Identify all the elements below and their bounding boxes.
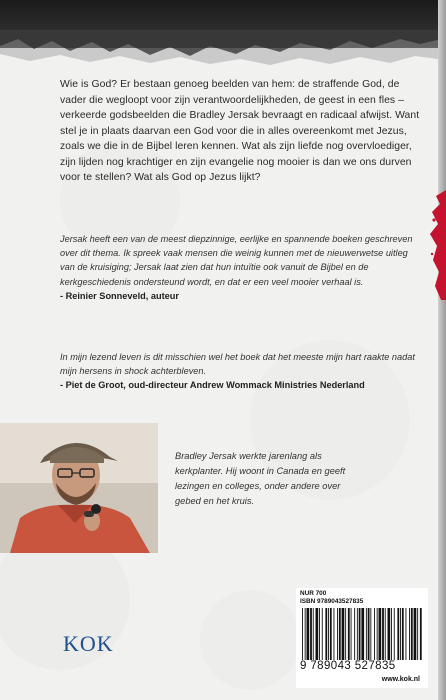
- nur-code: NUR 700: [300, 590, 327, 597]
- review-quote-2: [60, 350, 420, 393]
- publisher-logo: KOK: [63, 631, 114, 656]
- review-quote-text: In mijn lezend leven is dit misschien wel het boek dat het meeste mijn hart raakte nadat mijn hersens in shock achterbleven.: [60, 352, 415, 377]
- blurb-text: Wie is God? Er bestaan genoeg beelden van hem: de straffende God, de vader die wegloopt voor zijn verantwoordelijkheden, de geest in een fles – verkeerde godsbeelden die Bradley Jersak bevraagt en radicaal afwijst. Want stel je in plaats daarvan een God voor die in alles overeenkomt met Jezus, zoals we die in de Bijbel leren kennen. Wat als zijn liefde nog overvloediger, zijn lijden nog krachtiger en zijn evangelie nog mooier is dan we ons durven voor te stellen? Wat als God op Jezus lijkt?: [60, 79, 420, 183]
- right-grunge-edge: [438, 0, 446, 700]
- review-quote-1: [60, 232, 420, 303]
- torn-edge-graphic: [0, 30, 446, 66]
- barcode-panel: [296, 588, 428, 688]
- review-quote-text: Jersak heeft een van de meest diepzinnige, eerlijke en spannende boeken geschreven over dit thema. Ik spreek vaak mensen die weinig kunnen met de nieuwerwetse uitleg van de kruisiging; Jersak laat zien dat hun intuïtie ook vanuit de Bijbel en de kerkgeschiedenis ondersteund wordt, en dat er een veel mooier verhaal is.: [60, 234, 413, 287]
- author-photo: [0, 423, 158, 553]
- review-quote-author: - Reinier Sonneveld, auteur: [60, 290, 179, 301]
- red-paint-splash: [430, 190, 446, 300]
- publisher-website: www.kok.nl: [381, 676, 420, 683]
- isbn-number: ISBN 9789043527835: [300, 598, 364, 605]
- barcode-digits: 9 789043 527835: [300, 660, 396, 672]
- author-bio: Bradley Jersak werkte jarenlang als kerkplanter. Hij woont in Canada en geeft lezingen en colleges, onder andere over gebed en het kruis.: [175, 451, 346, 506]
- review-quote-author: - Piet de Groot, oud-directeur Andrew Wommack Ministries Nederland: [60, 380, 365, 391]
- barcode-graphic: [300, 608, 424, 660]
